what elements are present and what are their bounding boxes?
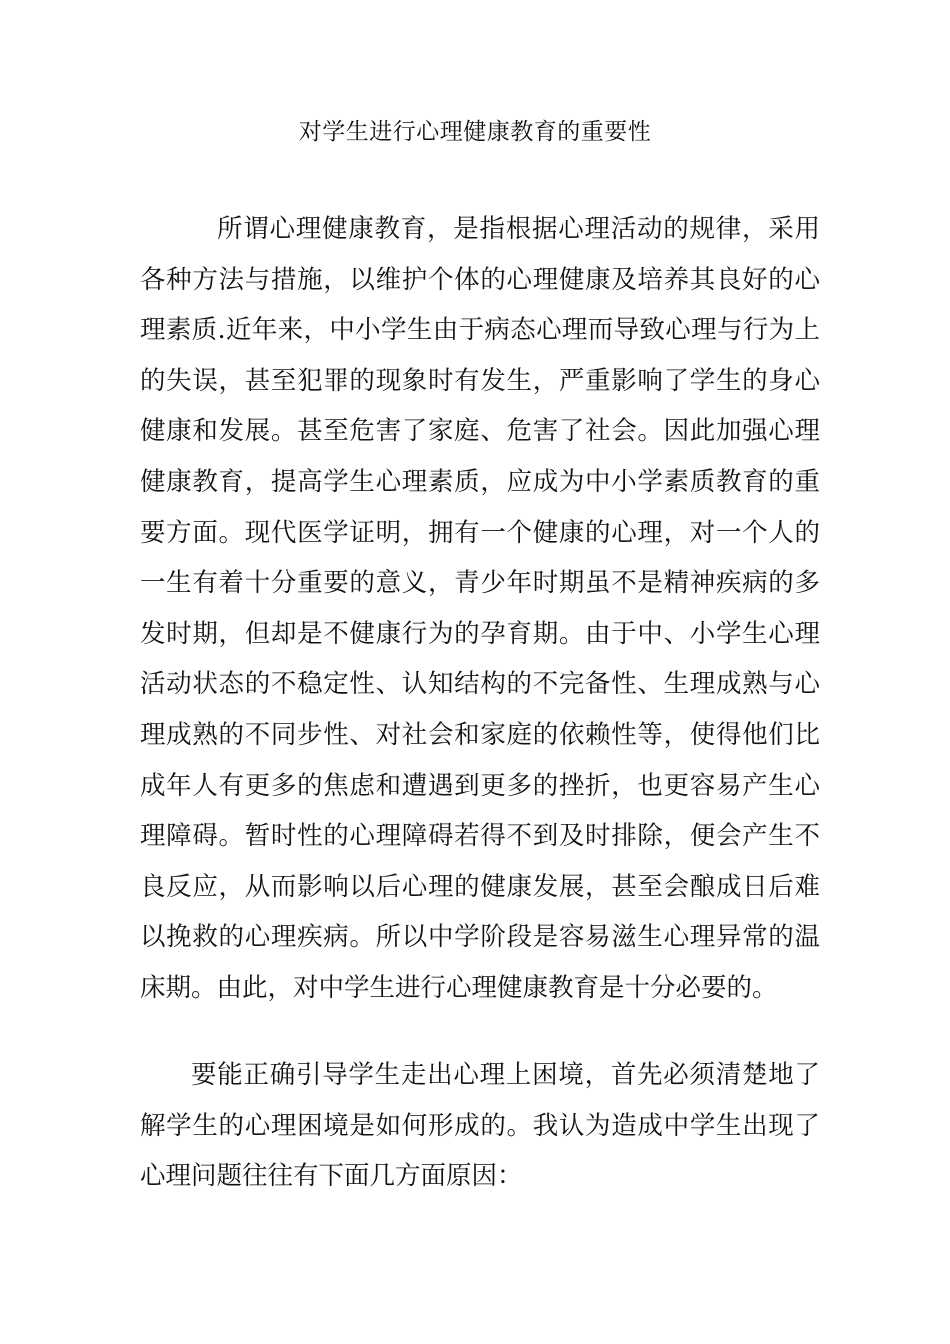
- paragraph-line: 发时期，但却是不健康行为的孕育期。由于中、小学生心理: [140, 618, 820, 649]
- paragraph-line: 理素质.近年来，中小学生由于病态心理而导致心理与行为上: [140, 315, 820, 346]
- paragraph-2: [140, 1050, 820, 1202]
- paragraph-line: 所谓心理健康教育，是指根据心理活动的规律，采用: [217, 214, 820, 244]
- paragraph-line: 健康和发展。甚至危害了家庭、危害了社会。因此加强心理: [140, 416, 820, 447]
- paragraph-line: 活动状态的不稳定性、认知结构的不完备性、生理成熟与心: [140, 669, 820, 700]
- paragraph-line: 解学生的心理困境是如何形成的。我认为造成中学生出现了: [140, 1110, 820, 1141]
- paragraph-line: 一生有着十分重要的意义，青少年时期虽不是精神疾病的多: [140, 568, 820, 599]
- paragraph-line: 健康教育，提高学生心理素质，应成为中小学素质教育的重: [140, 466, 820, 497]
- paragraph-1: [140, 204, 820, 1014]
- paragraph-line: 理成熟的不同步性、对社会和家庭的依赖性等，使得他们比: [140, 719, 820, 750]
- paragraph-line: 理障碍。暂时性的心理障碍若得不到及时排除，便会产生不: [140, 821, 820, 852]
- paragraph-line: 要能正确引导学生走出心理上困境，首先必须清楚地了: [191, 1060, 820, 1090]
- paragraph-line: 要方面。现代医学证明，拥有一个健康的心理，对一个人的: [140, 517, 820, 548]
- paragraph-line: 良反应，从而影响以后心理的健康发展，甚至会酿成日后难: [140, 871, 820, 902]
- document-title: 对学生进行心理健康教育的重要性: [298, 119, 652, 145]
- paragraph-line: 以挽救的心理疾病。所以中学阶段是容易滋生心理异常的温: [140, 922, 820, 953]
- paragraph-line: 的失误，甚至犯罪的现象时有发生，严重影响了学生的身心: [140, 365, 820, 396]
- paragraph-line: 成年人有更多的焦虑和遭遇到更多的挫折，也更容易产生心: [140, 770, 820, 801]
- paragraph-line: 各种方法与措施，以维护个体的心理健康及培养其良好的心: [140, 264, 820, 295]
- paragraph-line: 心理问题往往有下面几方面原因：: [140, 1161, 523, 1192]
- paragraph-line: 床期。由此，对中学生进行心理健康教育是十分必要的。: [140, 972, 778, 1003]
